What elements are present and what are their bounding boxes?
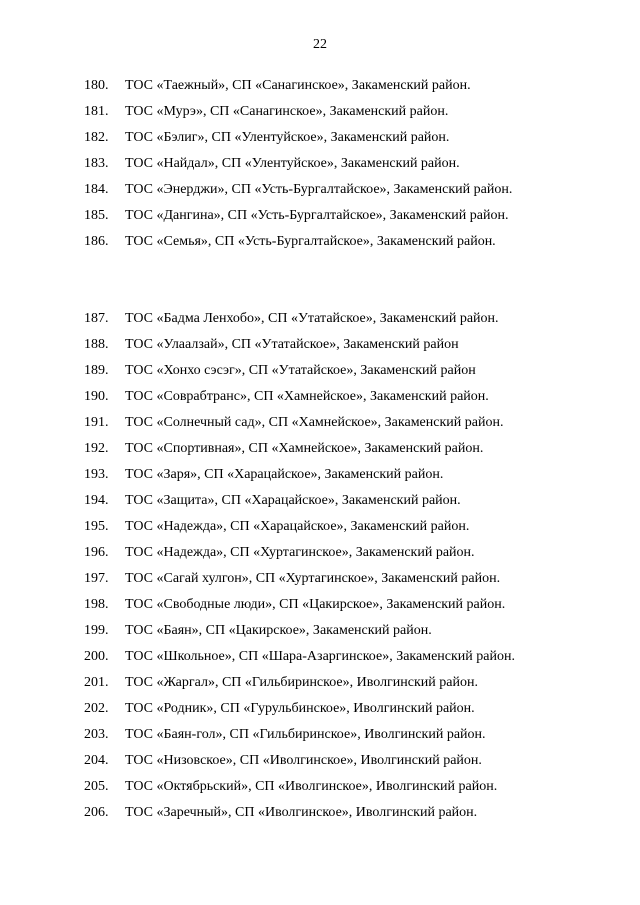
item-number: 201. <box>84 675 109 690</box>
entry-list-group-2 <box>0 310 640 830</box>
item-text: ТОС «Солнечный сад», СП «Хамнейское», Закаменский район. <box>125 415 504 430</box>
item-text: ТОС «Улаалзай», СП «Утатайское», Закаменский район <box>125 337 459 352</box>
list-item <box>0 700 640 726</box>
item-text: ТОС «Заречный», СП «Иволгинское», Иволгинский район. <box>125 805 478 820</box>
item-number: 185. <box>84 208 109 223</box>
item-text: ТОС «Спортивная», СП «Хамнейское», Закаменский район. <box>125 441 484 456</box>
item-number: 182. <box>84 130 109 145</box>
list-item <box>0 155 640 181</box>
item-number: 204. <box>84 753 109 768</box>
item-number: 192. <box>84 441 109 456</box>
item-text: ТОС «Жаргал», СП «Гильбиринское», Иволгинский район. <box>125 675 478 690</box>
item-text: ТОС «Защита», СП «Харацайское», Закаменский район. <box>125 493 461 508</box>
item-number: 191. <box>84 415 109 430</box>
item-number: 183. <box>84 156 109 171</box>
item-text: ТОС «Соврабтранс», СП «Хамнейское», Закаменский район. <box>125 389 489 404</box>
item-text: ТОС «Надежда», СП «Хуртагинское», Закаменский район. <box>125 545 475 560</box>
item-number: 195. <box>84 519 109 534</box>
item-text: ТОС «Низовское», СП «Иволгинское», Иволгинский район. <box>125 753 482 768</box>
item-text: ТОС «Хонхо сэсэг», СП «Утатайское», Закаменский район <box>125 363 476 378</box>
item-text: ТОС «Родник», СП «Гурульбинское», Иволгинский район. <box>125 701 475 716</box>
list-item <box>0 596 640 622</box>
list-item <box>0 570 640 596</box>
item-text: ТОС «Семья», СП «Усть-Бургалтайское», Закаменский район. <box>125 234 496 249</box>
list-item <box>0 726 640 752</box>
item-text: ТОС «Таежный», СП «Санагинское», Закаменский район. <box>125 78 471 93</box>
list-item <box>0 388 640 414</box>
item-text: ТОС «Сагай хулгон», СП «Хуртагинское», Закаменский район. <box>125 571 501 586</box>
item-number: 199. <box>84 623 109 638</box>
item-number: 184. <box>84 182 109 197</box>
list-item <box>0 492 640 518</box>
item-text: ТОС «Дангина», СП «Усть-Бургалтайское», Закаменский район. <box>125 208 509 223</box>
item-text: ТОС «Октябрьский», СП «Иволгинское», Иволгинский район. <box>125 779 498 794</box>
list-item <box>0 103 640 129</box>
item-number: 194. <box>84 493 109 508</box>
list-item <box>0 414 640 440</box>
list-item <box>0 77 640 103</box>
item-text: ТОС «Бэлиг», СП «Улентуйское», Закаменский район. <box>125 130 450 145</box>
item-text: ТОС «Школьное», СП «Шара-Азаргинское», Закаменский район. <box>125 649 515 664</box>
list-item <box>0 544 640 570</box>
item-text: ТОС «Свободные люди», СП «Цакирское», Закаменский район. <box>125 597 506 612</box>
item-text: ТОС «Найдал», СП «Улентуйское», Закаменский район. <box>125 156 460 171</box>
item-number: 200. <box>84 649 109 664</box>
list-item <box>0 440 640 466</box>
list-item <box>0 648 640 674</box>
item-text: ТОС «Баян-гол», СП «Гильбиринское», Иволгинский район. <box>125 727 486 742</box>
item-number: 187. <box>84 311 109 326</box>
item-number: 206. <box>84 805 109 820</box>
list-item <box>0 778 640 804</box>
item-number: 203. <box>84 727 109 742</box>
list-item <box>0 181 640 207</box>
item-number: 205. <box>84 779 109 794</box>
item-text: ТОС «Надежда», СП «Харацайское», Закаменский район. <box>125 519 470 534</box>
item-number: 186. <box>84 234 109 249</box>
list-item <box>0 804 640 830</box>
item-text: ТОС «Заря», СП «Харацайское», Закаменский район. <box>125 467 444 482</box>
item-number: 181. <box>84 104 109 119</box>
item-number: 189. <box>84 363 109 378</box>
item-number: 198. <box>84 597 109 612</box>
page-number: 22 <box>313 37 327 52</box>
list-item <box>0 518 640 544</box>
list-item <box>0 310 640 336</box>
item-text: ТОС «Энерджи», СП «Усть-Бургалтайское», Закаменский район. <box>125 182 513 197</box>
item-number: 180. <box>84 78 109 93</box>
item-text: ТОС «Бадма Ленхобо», СП «Утатайское», Закаменский район. <box>125 311 499 326</box>
item-text: ТОС «Баян», СП «Цакирское», Закаменский район. <box>125 623 432 638</box>
item-number: 202. <box>84 701 109 716</box>
item-number: 197. <box>84 571 109 586</box>
list-item <box>0 233 640 259</box>
item-number: 193. <box>84 467 109 482</box>
list-item <box>0 752 640 778</box>
item-number: 190. <box>84 389 109 404</box>
list-item <box>0 466 640 492</box>
entry-list-group-1 <box>0 77 640 259</box>
list-item <box>0 336 640 362</box>
item-text: ТОС «Мурэ», СП «Санагинское», Закаменский район. <box>125 104 449 119</box>
list-item <box>0 362 640 388</box>
list-item <box>0 622 640 648</box>
list-item <box>0 207 640 233</box>
item-number: 188. <box>84 337 109 352</box>
list-item <box>0 129 640 155</box>
item-number: 196. <box>84 545 109 560</box>
list-item <box>0 674 640 700</box>
